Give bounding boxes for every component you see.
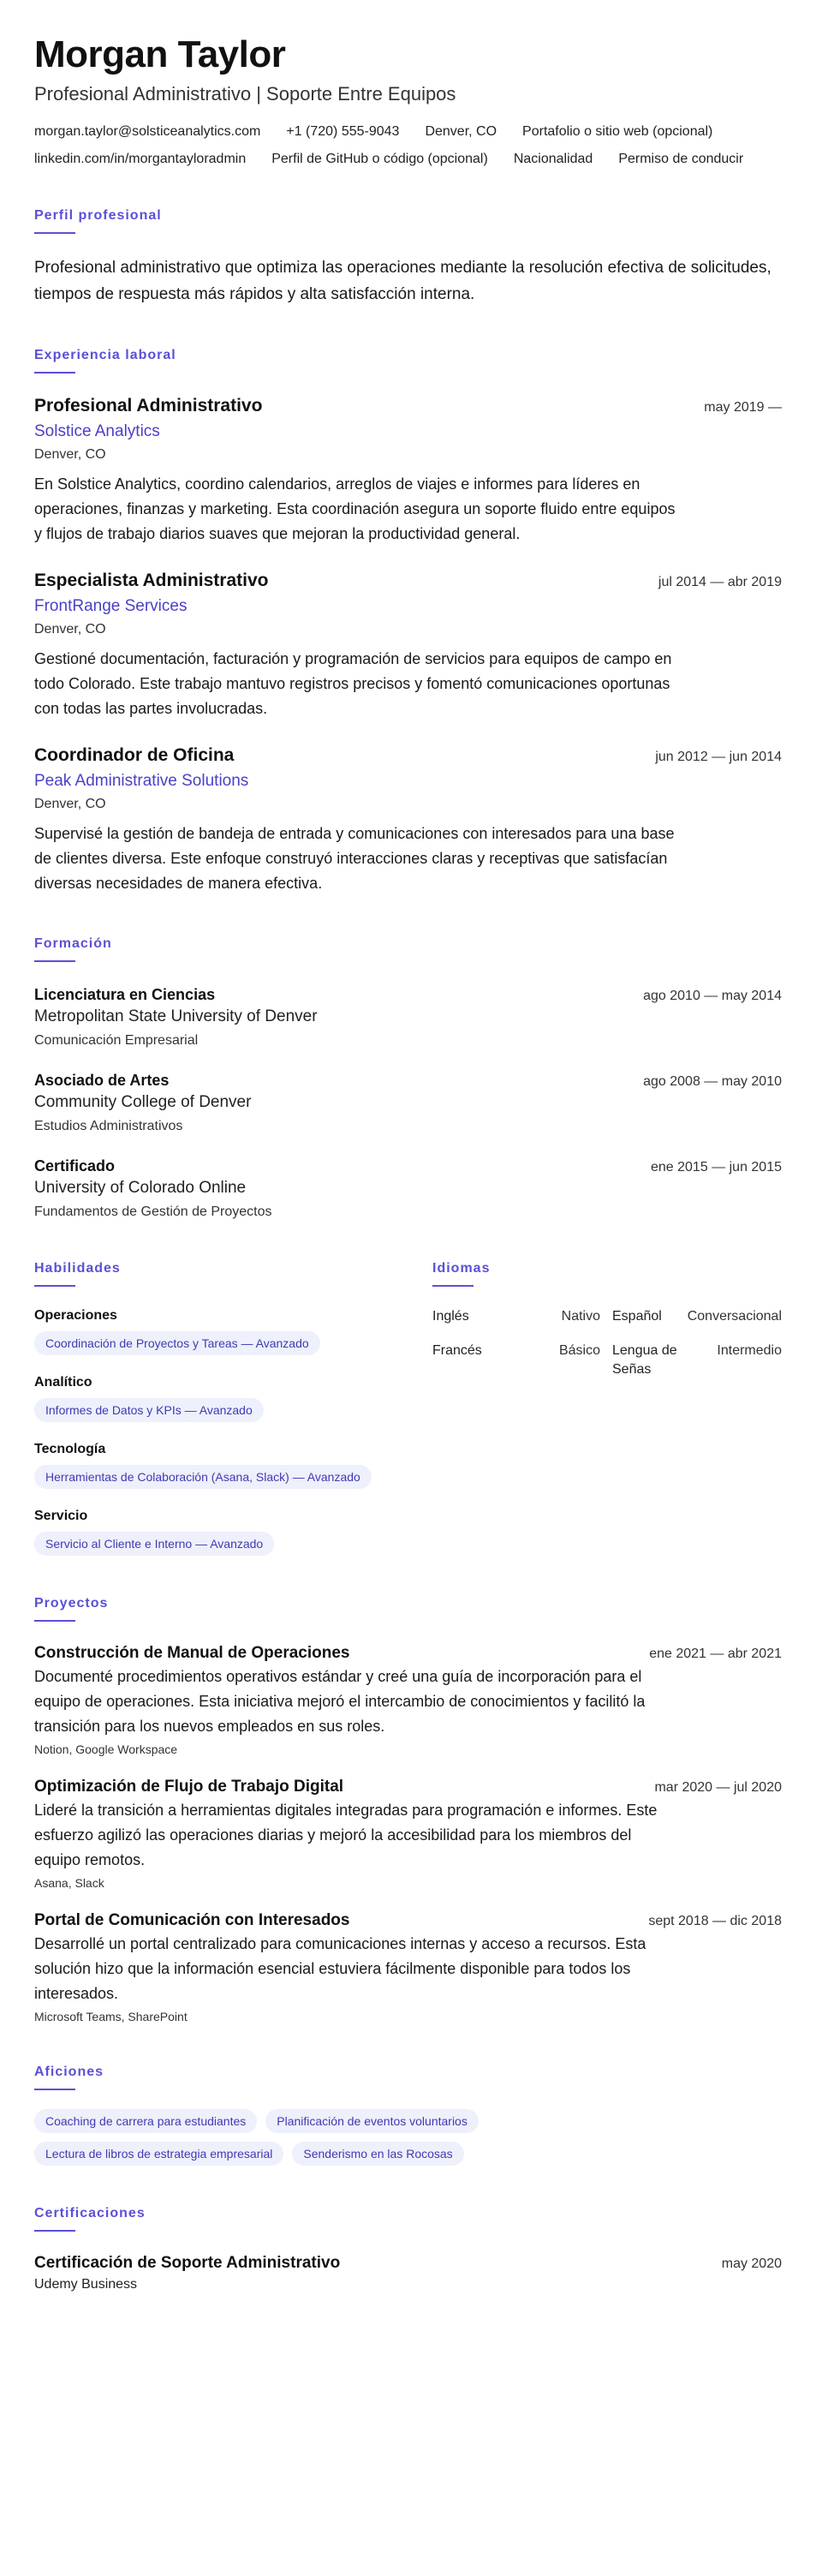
contact-driving-license: Permiso de conducir bbox=[618, 152, 744, 166]
project-tools: Notion, Google Workspace bbox=[34, 1742, 178, 1756]
contact-portfolio[interactable]: Portafolio o sitio web (opcional) bbox=[522, 124, 713, 139]
degree-title: Certificado bbox=[34, 1157, 116, 1174]
skill-group bbox=[34, 1508, 415, 1556]
section-divider bbox=[34, 1285, 75, 1287]
skill-group bbox=[34, 1307, 415, 1355]
degree-title: Asociado de Artes bbox=[34, 1072, 170, 1089]
education-entry bbox=[34, 1156, 782, 1221]
job-dates: jul 2014 — abr 2019 bbox=[658, 575, 782, 589]
section-divider bbox=[34, 1620, 75, 1622]
section-divider bbox=[34, 2230, 75, 2232]
hobby-pill: Coaching de carrera para estudiantes bbox=[34, 2109, 257, 2133]
candidate-headline: Profesional Administrativo | Soporte Entre Equipos bbox=[34, 83, 456, 105]
experience-section bbox=[34, 347, 782, 896]
contact-list bbox=[34, 123, 782, 168]
certification-name: Certificación de Soporte Administrativo bbox=[34, 2254, 341, 2272]
section-divider bbox=[432, 1285, 474, 1287]
section-title: Aficiones bbox=[34, 2065, 104, 2079]
language-name: Francés bbox=[432, 1343, 482, 1358]
project-dates: mar 2020 — jul 2020 bbox=[654, 1780, 782, 1795]
section-title: Idiomas bbox=[432, 1261, 491, 1276]
section-divider bbox=[34, 372, 75, 374]
skill-category: Analítico bbox=[34, 1375, 92, 1390]
project-dates: sept 2018 — dic 2018 bbox=[648, 1914, 782, 1928]
section-title: Habilidades bbox=[34, 1261, 121, 1276]
section-title: Certificaciones bbox=[34, 2206, 146, 2220]
skill-pill: Coordinación de Proyectos y Tareas — Avanzado bbox=[34, 1331, 320, 1355]
summary-section bbox=[34, 207, 782, 308]
section-title: Perfil profesional bbox=[34, 208, 162, 223]
language-name: Español bbox=[612, 1309, 662, 1324]
project-description: Desarrollé un portal centralizado para comunicaciones internas y acceso a recursos. Esta solución hizo que la información esencial estuviera fácilmente disponible para todos los interesados. bbox=[34, 1935, 646, 2002]
hobby-pill: Lectura de libros de estrategia empresarial bbox=[34, 2142, 283, 2166]
section-divider bbox=[34, 2089, 75, 2090]
project-name: Optimización de Flujo de Trabajo Digital bbox=[34, 1778, 344, 1796]
project-entry bbox=[34, 1776, 782, 1891]
job-dates: may 2019 — bbox=[704, 400, 782, 415]
company-name: FrontRange Services bbox=[34, 597, 188, 615]
certification-entry bbox=[34, 2252, 782, 2293]
school-name: Metropolitan State University of Denver bbox=[34, 1007, 318, 1025]
language-level: Conversacional bbox=[687, 1309, 782, 1324]
degree-title: Licenciatura en Ciencias bbox=[34, 986, 216, 1003]
education-dates: ago 2010 — may 2014 bbox=[643, 989, 782, 1003]
school-name: University of Colorado Online bbox=[34, 1179, 247, 1197]
language-name: Lengua de Señas bbox=[612, 1343, 677, 1377]
field-of-study: Comunicación Empresarial bbox=[34, 1033, 199, 1048]
education-section bbox=[34, 935, 782, 1221]
certification-date: may 2020 bbox=[721, 2256, 782, 2271]
certification-issuer: Udemy Business bbox=[34, 2277, 138, 2292]
project-description: Documenté procedimientos operativos estándar y creé una guía de incorporación para el equipo de operaciones. Esta iniciativa mejoró el intercambio de conocimientos y facilitó la transición para los nuevos empleados en sus roles. bbox=[34, 1668, 646, 1735]
job-description: Gestioné documentación, facturación y programación de servicios para equipos de campo en todo Colorado. Este trabajo mantuvo registros precisos y fomentó comunicaciones oportunas con todas las partes involucradas. bbox=[34, 650, 672, 717]
skills-section bbox=[34, 1260, 432, 1556]
skill-category: Operaciones bbox=[34, 1308, 117, 1323]
project-tools: Microsoft Teams, SharePoint bbox=[34, 2010, 188, 2023]
section-title: Experiencia laboral bbox=[34, 348, 176, 362]
skill-pill: Herramientas de Colaboración (Asana, Slack) — Avanzado bbox=[34, 1465, 372, 1489]
section-title: Formación bbox=[34, 936, 112, 951]
company-name: Solstice Analytics bbox=[34, 422, 160, 440]
candidate-name: Morgan Taylor bbox=[34, 33, 286, 75]
education-entry bbox=[34, 984, 782, 1049]
contact-nationality: Nacionalidad bbox=[513, 152, 593, 166]
certifications-section bbox=[34, 2205, 782, 2293]
section-title: Proyectos bbox=[34, 1596, 109, 1611]
field-of-study: Fundamentos de Gestión de Proyectos bbox=[34, 1204, 272, 1219]
skill-category: Servicio bbox=[34, 1509, 88, 1523]
project-name: Construcción de Manual de Operaciones bbox=[34, 1644, 350, 1662]
project-entry bbox=[34, 1642, 782, 1757]
skills-languages-row bbox=[34, 1260, 782, 1556]
project-dates: ene 2021 — abr 2021 bbox=[649, 1647, 782, 1661]
job-description: Supervisé la gestión de bandeja de entrada y comunicaciones con interesados para una base de clientes diversa. Este enfoque construyó interacciones claras y receptivas que satisfacían diversas necesidades de manera efectiva. bbox=[34, 825, 675, 892]
summary-text: Profesional administrativo que optimiza las operaciones mediante la resolución efectiva de solicitudes, tiempos de respuesta más rápidos y alta satisfacción interna. bbox=[34, 259, 771, 303]
hobby-pill: Planificación de eventos voluntarios bbox=[265, 2109, 479, 2133]
field-of-study: Estudios Administrativos bbox=[34, 1119, 183, 1133]
hobby-list bbox=[34, 2109, 565, 2166]
project-name: Portal de Comunicación con Interesados bbox=[34, 1911, 350, 1929]
job-description: En Solstice Analytics, coordino calendarios, arreglos de viajes e informes para líderes en operaciones, finanzas y marketing. Esta coordinación asegura un soporte fluido entre equipos y flujos de trabajo diarios suaves que mejoran la productividad general. bbox=[34, 475, 676, 542]
contact-linkedin[interactable]: linkedin.com/in/morgantayloradmin bbox=[34, 152, 247, 166]
project-description: Lideré la transición a herramientas digitales integradas para programación e informes. Este esfuerzo agilizó las operaciones diarias y mejoró la accesibilidad para los miembros del equipo remotos. bbox=[34, 1802, 658, 1868]
job-location: Denver, CO bbox=[34, 797, 106, 811]
experience-entry bbox=[34, 744, 782, 896]
education-dates: ene 2015 — jun 2015 bbox=[650, 1160, 782, 1174]
hobby-pill: Senderismo en las Rocosas bbox=[292, 2142, 463, 2166]
hobbies-section bbox=[34, 2064, 782, 2166]
contact-phone[interactable]: +1 (720) 555-9043 bbox=[286, 124, 400, 139]
education-dates: ago 2008 — may 2010 bbox=[643, 1074, 782, 1089]
experience-entry bbox=[34, 394, 782, 547]
company-name: Peak Administrative Solutions bbox=[34, 772, 249, 790]
education-entry bbox=[34, 1070, 782, 1135]
project-tools: Asana, Slack bbox=[34, 1876, 104, 1890]
job-location: Denver, CO bbox=[34, 622, 106, 637]
job-title: Especialista Administrativo bbox=[34, 571, 269, 590]
skill-category: Tecnología bbox=[34, 1442, 106, 1456]
language-level: Intermedio bbox=[717, 1343, 782, 1358]
section-divider bbox=[34, 232, 75, 234]
language-list bbox=[432, 1307, 782, 1379]
skill-pill: Servicio al Cliente e Interno — Avanzado bbox=[34, 1532, 274, 1556]
skill-group bbox=[34, 1441, 415, 1489]
projects-section bbox=[34, 1595, 782, 2024]
school-name: Community College of Denver bbox=[34, 1093, 252, 1111]
language-level: Nativo bbox=[561, 1309, 600, 1324]
project-entry bbox=[34, 1910, 782, 2024]
skill-group bbox=[34, 1374, 415, 1422]
job-title: Profesional Administrativo bbox=[34, 396, 263, 415]
skill-pill: Informes de Datos y KPIs — Avanzado bbox=[34, 1398, 264, 1422]
contact-email[interactable]: morgan.taylor@solsticeanalytics.com bbox=[34, 124, 261, 139]
contact-github[interactable]: Perfil de GitHub o código (opcional) bbox=[271, 152, 488, 166]
contact-location: Denver, CO bbox=[425, 124, 497, 139]
language-name: Inglés bbox=[432, 1309, 469, 1324]
resume-header bbox=[34, 33, 782, 168]
job-title: Coordinador de Oficina bbox=[34, 745, 235, 765]
language-level: Básico bbox=[558, 1343, 600, 1358]
languages-section bbox=[432, 1260, 782, 1556]
experience-entry bbox=[34, 569, 782, 721]
job-dates: jun 2012 — jun 2014 bbox=[655, 750, 782, 764]
job-location: Denver, CO bbox=[34, 447, 106, 462]
section-divider bbox=[34, 960, 75, 962]
